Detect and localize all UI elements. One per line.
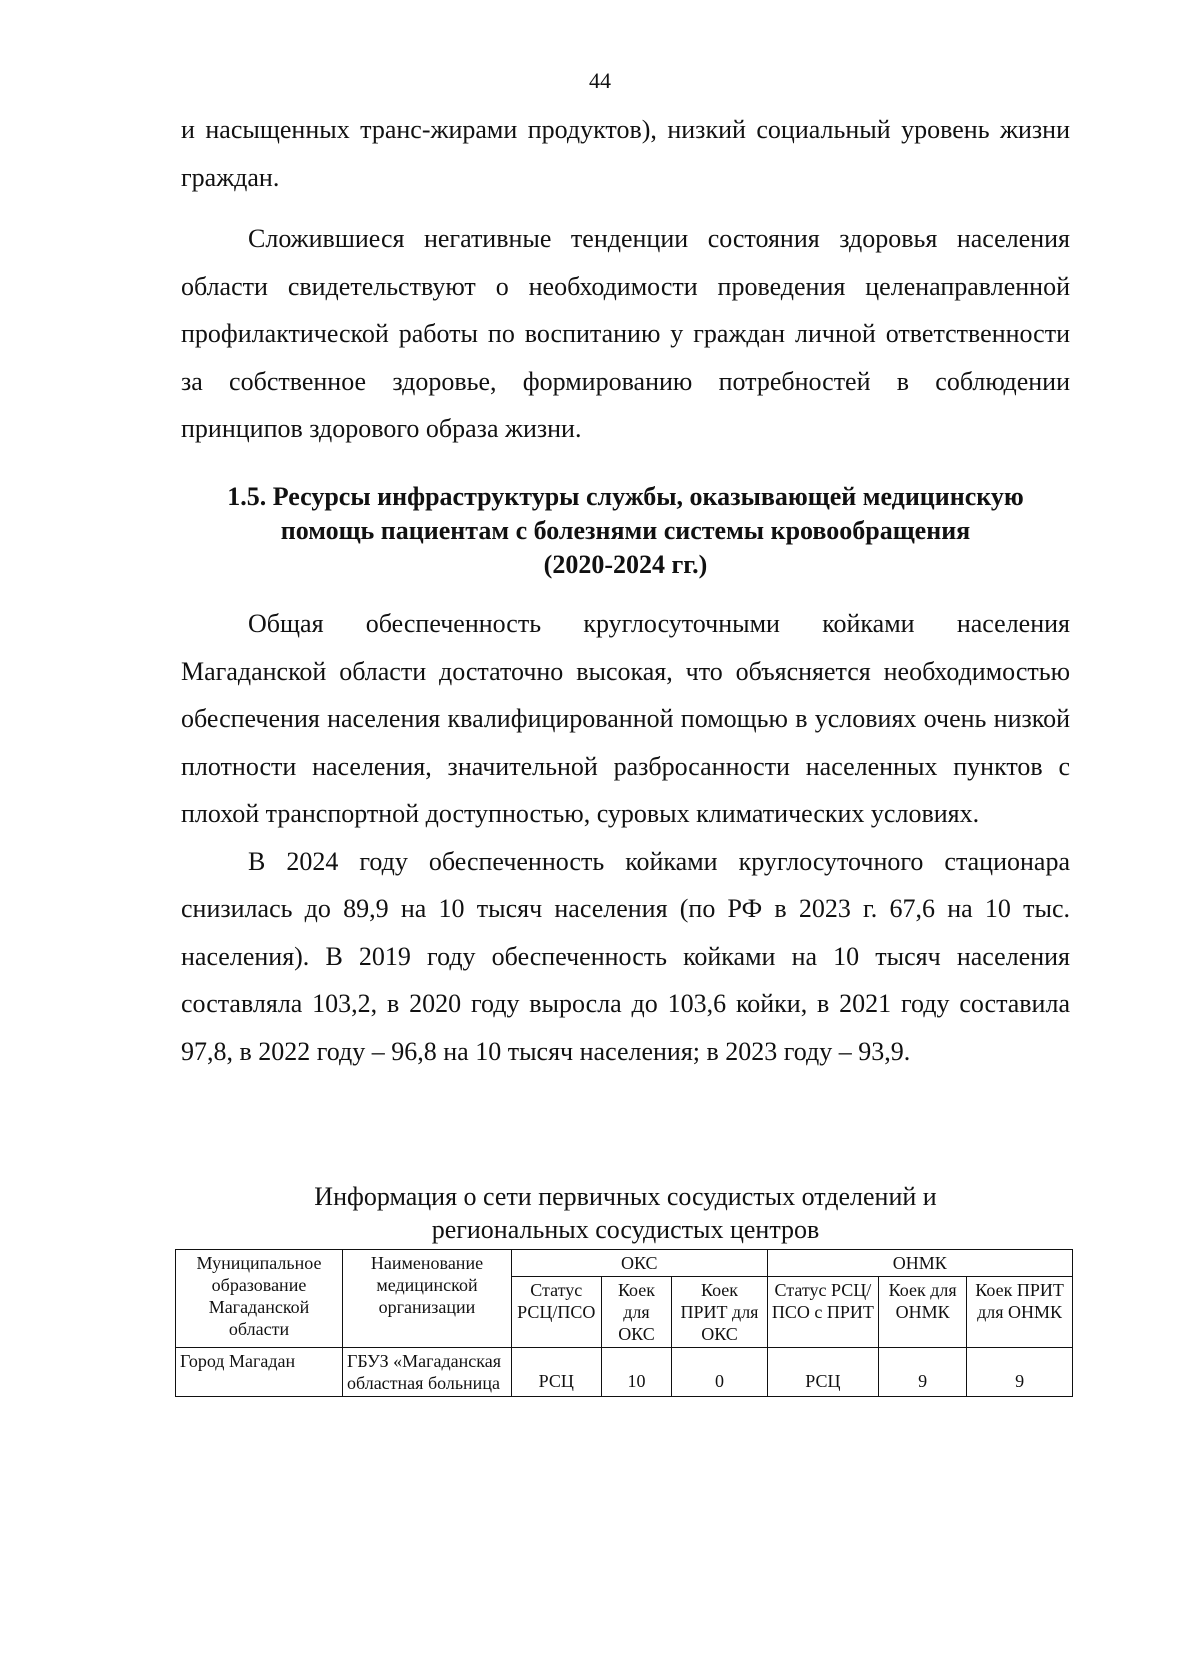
cell-oks-status: РСЦ (512, 1348, 602, 1397)
header-oks: ОКС (512, 1250, 768, 1277)
section-heading-line-1: 1.5. Ресурсы инфраструктуры службы, оказывающей медицинскую (227, 482, 1024, 511)
table-caption-line-2: региональных сосудистых центров (431, 1215, 820, 1244)
table-caption-line-1: Информация о сети первичных сосудистых отделений и (314, 1182, 937, 1211)
vascular-network-table (175, 1249, 1073, 1397)
cell-onmk-icu-beds: 9 (967, 1348, 1073, 1397)
cell-onmk-status: РСЦ (767, 1348, 879, 1397)
header-onmk-status: Статус РСЦ/ПСО с ПРИТ (767, 1277, 879, 1348)
header-onmk: ОНМК (767, 1250, 1072, 1277)
header-oks-icu-beds: Коек ПРИТ для ОКС (672, 1277, 767, 1348)
header-oks-beds: Коек для ОКС (601, 1277, 672, 1348)
body-text-bottom (181, 600, 1070, 1075)
cell-onmk-beds: 9 (879, 1348, 967, 1397)
section-heading (181, 480, 1070, 582)
paragraph-2: Сложившиеся негативные тенденции состояния здоровья населения области свидетельствуют о необходимости проведения целенаправленной профилактической работы по воспитанию у граждан личной ответственности за собственное здоровье, формированию потребностей в соблюдении принципов здорового образа жизни. (181, 224, 1070, 443)
table-row (176, 1348, 1073, 1397)
section-heading-line-2: помощь пациентам с болезнями системы кровообращения (280, 516, 971, 545)
paragraph-4: В 2024 году обеспеченность койками круглосуточного стационара снизилась до 89,9 на 10 тысяч населения (по РФ в 2023 г. 67,6 на 10 тыс. населения). В 2019 году обеспеченность койками на 10 тысяч населения составляла 103,2, в 2020 году выросла до 103,6 койки, в 2021 году составила 97,8, в 2022 году – 96,8 на 10 тысяч населения; в 2023 году – 93,9. (181, 846, 1070, 1066)
paragraph-3: Общая обеспеченность круглосуточными койками населения Магаданской области достаточно высокая, что объясняется необходимостью обеспечения населения квалифицированной помощью в условиях очень низкой плотности населения, значительной разбросанности населенных пунктов с плохой транспортной доступностью, суровых климатических условиях. (181, 609, 1070, 828)
header-municipality: Муниципальное образование Магаданской области (176, 1250, 343, 1348)
header-organization: Наименование медицинской организации (343, 1250, 512, 1348)
header-oks-status: Статус РСЦ/ПСО (512, 1277, 602, 1348)
header-onmk-beds: Коек для ОНМК (879, 1277, 967, 1348)
table-caption (181, 1180, 1070, 1246)
header-onmk-icu-beds: Коек ПРИТ для ОНМК (967, 1277, 1073, 1348)
cell-oks-icu-beds: 0 (672, 1348, 767, 1397)
page-number: 44 (589, 68, 611, 93)
section-heading-line-3: (2020-2024 гг.) (543, 550, 708, 579)
cell-oks-beds: 10 (601, 1348, 672, 1397)
body-text-top (181, 106, 1070, 453)
paragraph-1: и насыщенных транс-жирами продуктов), низкий социальный уровень жизни граждан. (181, 115, 1070, 192)
cell-organization: ГБУЗ «Магаданская областная больница (343, 1348, 512, 1397)
table-header-row-1 (176, 1250, 1073, 1277)
cell-municipality: Город Магадан (176, 1348, 343, 1397)
